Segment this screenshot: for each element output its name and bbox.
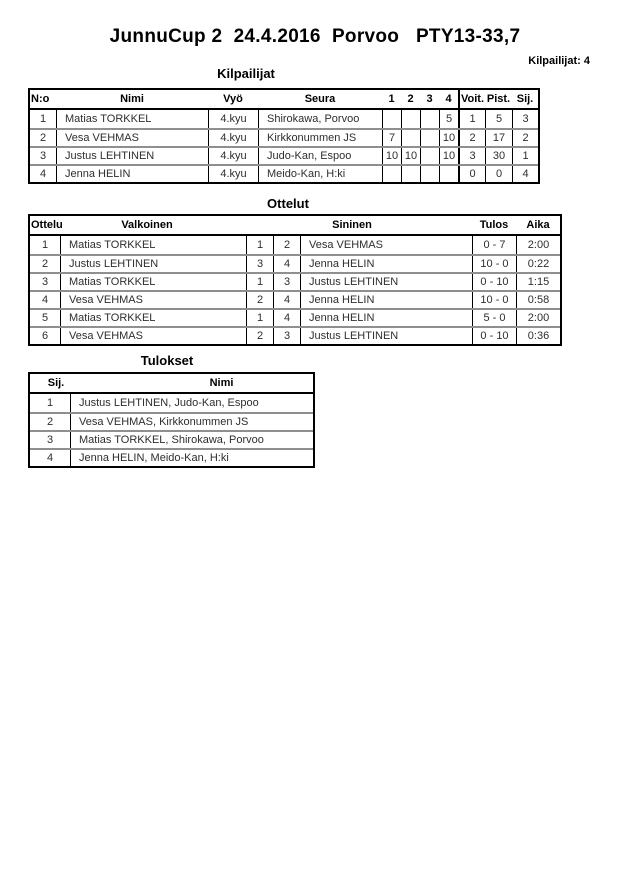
cell-time: 2:00 <box>516 310 560 326</box>
cell-blue-number: 4 <box>273 310 300 326</box>
col-header-pist: Pist. <box>486 93 511 105</box>
section-heading-ottelut: Ottelut <box>267 196 309 211</box>
cell-blue-name: Vesa VEHMAS <box>300 236 472 254</box>
cell-round-3 <box>420 110 439 128</box>
cell-blue-number: 3 <box>273 328 300 344</box>
cell-seura: Kirkkonummen JS <box>258 130 382 146</box>
cell-white-number: 2 <box>246 328 273 344</box>
page-title: JunnuCup 2 24.4.2016 Porvoo PTY13-33,7 <box>109 26 521 47</box>
cell-round-3 <box>420 130 439 146</box>
cell-no: 3 <box>39 150 47 162</box>
cell-score: 10 - 0 <box>472 292 516 308</box>
cell-no: 2 <box>39 132 47 144</box>
tulokset-row <box>30 448 313 466</box>
cell-round-1 <box>382 166 401 182</box>
cell-seura: Meido-Kan, H:ki <box>258 166 382 182</box>
cell-score: 0 - 7 <box>472 236 516 254</box>
cell-round-1: 10 <box>382 148 401 164</box>
cell-white-name: Matias TORKKEL <box>60 236 246 254</box>
cell-white-number: 1 <box>246 274 273 290</box>
cell-white-name: Matias TORKKEL <box>60 310 246 326</box>
cell-match-number: 1 <box>41 239 49 251</box>
cell-score: 0 - 10 <box>472 328 516 344</box>
cell-match-number: 2 <box>41 258 49 270</box>
kilpailijat-table <box>28 88 540 184</box>
cell-vyo: 4.kyu <box>208 130 258 146</box>
ottelut-row <box>30 326 560 344</box>
cell-seura: Judo-Kan, Espoo <box>258 148 382 164</box>
cell-vyo: 4.kyu <box>208 166 258 182</box>
cell-match-number: 4 <box>41 294 49 306</box>
cell-time: 2:00 <box>516 236 560 254</box>
cell-competitor: Justus LEHTINEN, Judo-Kan, Espoo <box>70 394 313 412</box>
cell-competitor: Vesa VEHMAS, Kirkkonummen JS <box>70 414 313 430</box>
cell-nimi: Vesa VEHMAS <box>56 130 208 146</box>
cell-vyo: 4.kyu <box>208 148 258 164</box>
cell-round-2 <box>401 110 420 128</box>
ottelut-row <box>30 272 560 290</box>
col-header-round-3: 3 <box>426 93 433 105</box>
cell-sij: 3 <box>512 110 538 128</box>
col-header-voit: Voit. <box>458 90 485 108</box>
cell-placement: 3 <box>46 434 54 446</box>
tulokset-header-row <box>30 374 313 394</box>
cell-blue-name: Jenna HELIN <box>300 292 472 308</box>
cell-match-number: 3 <box>41 276 49 288</box>
ottelut-row <box>30 236 560 254</box>
cell-sij: 4 <box>512 166 538 182</box>
tulokset-row <box>30 430 313 448</box>
ottelut-table <box>28 214 562 346</box>
kilpailijat-header-row <box>30 90 538 110</box>
ottelut-header-row <box>30 216 560 236</box>
cell-blue-number: 4 <box>273 256 300 272</box>
cell-pist: 30 <box>485 148 512 164</box>
col-header-no: N:o <box>31 93 50 105</box>
cell-round-3 <box>420 148 439 164</box>
cell-white-number: 2 <box>246 292 273 308</box>
cell-blue-number: 3 <box>273 274 300 290</box>
cell-time: 0:58 <box>516 292 560 308</box>
section-heading-kilpailijat: Kilpailijat <box>217 66 275 81</box>
cell-round-3 <box>420 166 439 182</box>
cell-match-number: 5 <box>41 312 49 324</box>
cell-round-1: 7 <box>382 130 401 146</box>
cell-seura: Shirokawa, Porvoo <box>258 110 382 128</box>
col-header-sij: Sij. <box>47 377 65 389</box>
cell-voit: 2 <box>458 130 485 146</box>
cell-match-number: 6 <box>41 330 49 342</box>
kilpailijat-row <box>30 146 538 164</box>
col-header-tulos: Tulos <box>479 219 509 231</box>
cell-placement: 1 <box>46 397 54 409</box>
tulokset-row <box>30 412 313 430</box>
cell-competitor: Jenna HELIN, Meido-Kan, H:ki <box>70 450 313 466</box>
cell-white-number: 3 <box>246 256 273 272</box>
section-heading-tulokset: Tulokset <box>140 353 194 368</box>
cell-no: 4 <box>39 168 47 180</box>
ottelut-row <box>30 308 560 326</box>
cell-voit: 3 <box>458 148 485 164</box>
cell-competitor: Matias TORKKEL, Shirokawa, Porvoo <box>70 432 313 448</box>
cell-time: 1:15 <box>516 274 560 290</box>
ottelut-row <box>30 290 560 308</box>
cell-score: 5 - 0 <box>472 310 516 326</box>
cell-round-4: 5 <box>439 110 458 128</box>
tulokset-row <box>30 394 313 412</box>
col-header-round-2: 2 <box>407 93 414 105</box>
cell-white-name: Vesa VEHMAS <box>60 292 246 308</box>
cell-white-name: Vesa VEHMAS <box>60 328 246 344</box>
cell-nimi: Jenna HELIN <box>56 166 208 182</box>
cell-pist: 0 <box>485 166 512 182</box>
cell-blue-number: 4 <box>273 292 300 308</box>
cell-blue-name: Justus LEHTINEN <box>300 274 472 290</box>
cell-blue-number: 2 <box>273 236 300 254</box>
kilpailijat-row <box>30 110 538 128</box>
cell-round-4: 10 <box>439 130 458 146</box>
cell-round-2 <box>401 166 420 182</box>
cell-placement: 2 <box>46 416 54 428</box>
col-header-blue-number <box>273 216 300 234</box>
kilpailijat-row <box>30 164 538 182</box>
cell-round-4 <box>439 166 458 182</box>
cell-round-4: 10 <box>439 148 458 164</box>
cell-time: 0:36 <box>516 328 560 344</box>
col-header-nimi: Nimi <box>120 93 144 105</box>
col-header-aika: Aika <box>526 219 550 231</box>
col-header-vyo: Vyö <box>223 93 243 105</box>
cell-sij: 2 <box>512 130 538 146</box>
cell-voit: 1 <box>458 110 485 128</box>
cell-blue-name: Jenna HELIN <box>300 256 472 272</box>
cell-white-name: Matias TORKKEL <box>60 274 246 290</box>
col-header-ottelu: Ottelu <box>31 219 63 231</box>
cell-white-name: Justus LEHTINEN <box>60 256 246 272</box>
cell-pist: 5 <box>485 110 512 128</box>
cell-round-1 <box>382 110 401 128</box>
cell-no: 1 <box>39 113 47 125</box>
cell-blue-name: Justus LEHTINEN <box>300 328 472 344</box>
cell-time: 0:22 <box>516 256 560 272</box>
cell-nimi: Justus LEHTINEN <box>56 148 208 164</box>
cell-round-2 <box>401 130 420 146</box>
col-header-round-4: 4 <box>445 93 452 105</box>
cell-vyo: 4.kyu <box>208 110 258 128</box>
cell-blue-name: Jenna HELIN <box>300 310 472 326</box>
col-header-round-1: 1 <box>388 93 395 105</box>
tulokset-table <box>28 372 315 468</box>
participants-count-label: Kilpailijat: 4 <box>528 55 590 67</box>
col-header-valkoinen: Valkoinen <box>121 219 173 231</box>
col-header-sij: Sij. <box>516 93 534 105</box>
cell-pist: 17 <box>485 130 512 146</box>
cell-white-number: 1 <box>246 236 273 254</box>
cell-white-number: 1 <box>246 310 273 326</box>
cell-voit: 0 <box>458 166 485 182</box>
col-header-seura: Seura <box>304 93 336 105</box>
cell-nimi: Matias TORKKEL <box>56 110 208 128</box>
cell-score: 0 - 10 <box>472 274 516 290</box>
col-header-white-number <box>246 216 273 234</box>
cell-score: 10 - 0 <box>472 256 516 272</box>
ottelut-row <box>30 254 560 272</box>
col-header-sininen: Sininen <box>332 219 372 231</box>
cell-round-2: 10 <box>401 148 420 164</box>
cell-placement: 4 <box>46 452 54 464</box>
cell-sij: 1 <box>512 148 538 164</box>
col-header-nimi: Nimi <box>209 377 234 389</box>
kilpailijat-row <box>30 128 538 146</box>
